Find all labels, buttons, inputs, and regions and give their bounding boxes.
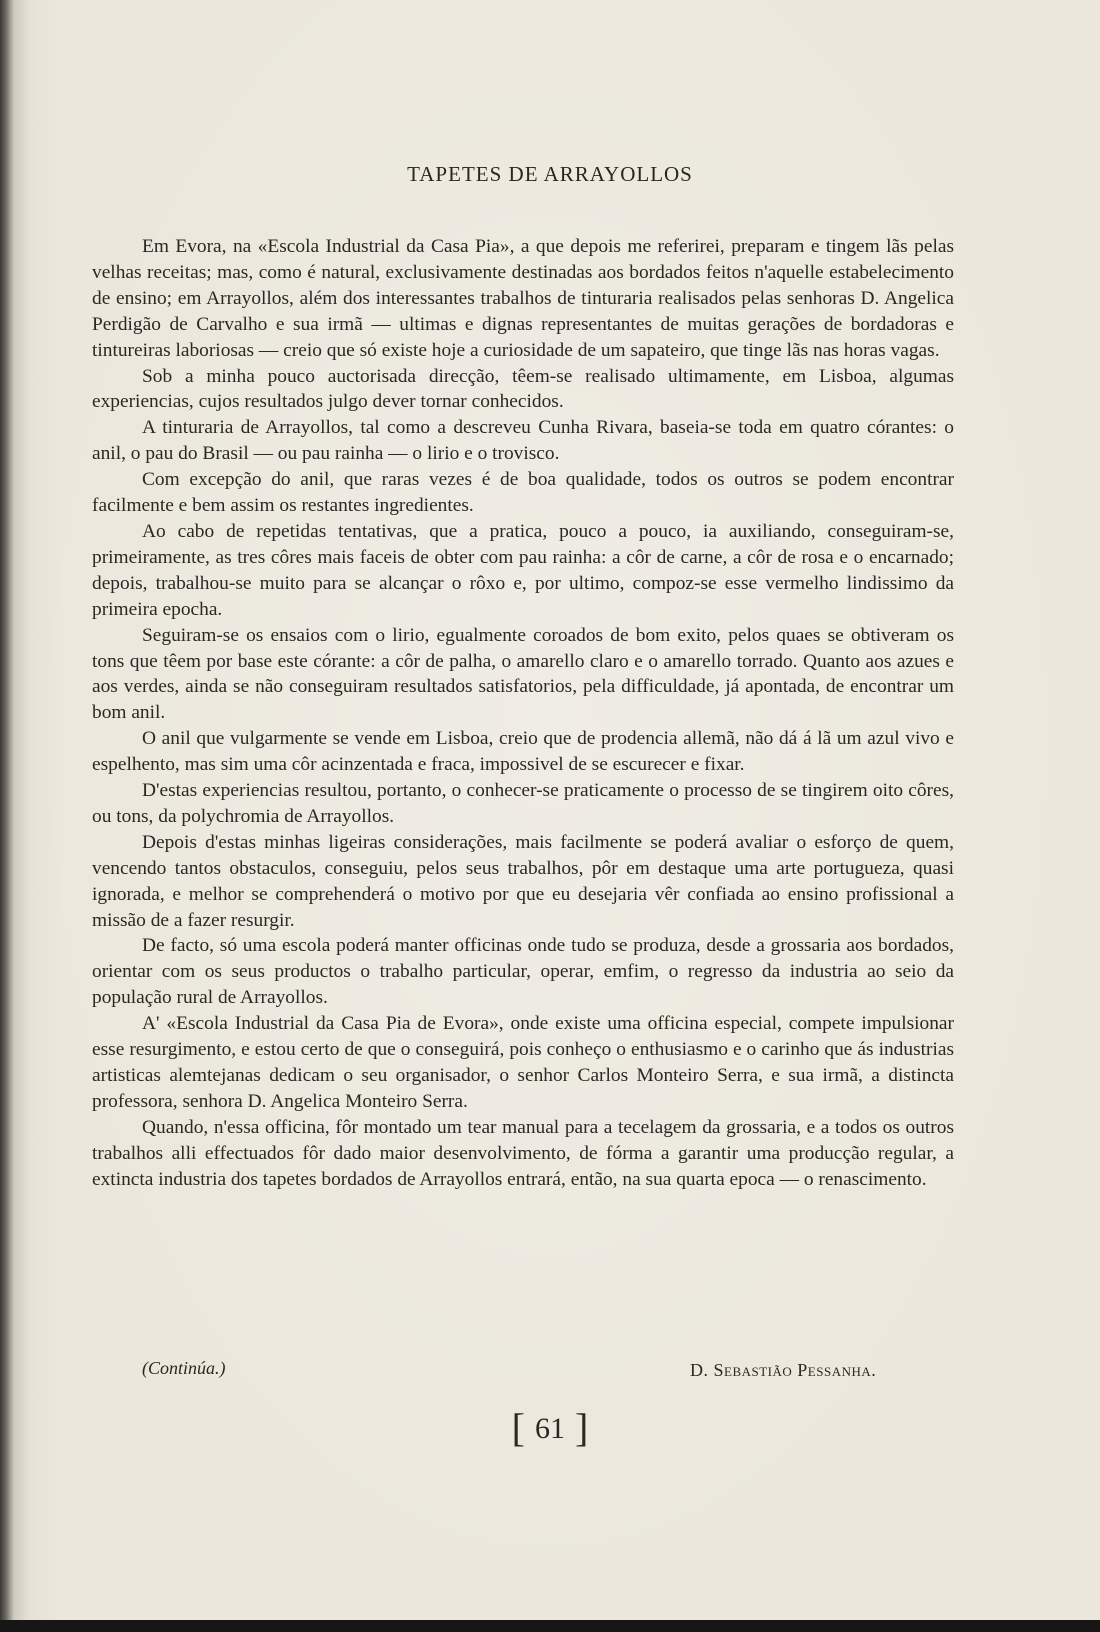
continued-note: (Continúa.) xyxy=(142,1358,226,1378)
paragraph: De facto, só uma escola poderá manter officinas onde tudo se produza, desde a grossaria aos bordados, orientar com os seus productos o trabalho particular, operar, emfim, o regresso da industria ao seio da população rural de Arrayollos. xyxy=(92,935,954,1009)
page-number-open-bracket: [ xyxy=(511,1405,525,1450)
paragraph: Quando, n'essa officina, fôr montado um tear manual para a tecelagem da grossaria, e a todos os outros trabalhos alli effectuados fôr dado maior desenvolvimento, de fórma a garantir uma producção regular, a extincta industria dos tapetes bordados de Arrayollos entrará, então, na sua quarta epoca — o renascimento. xyxy=(92,1116,954,1190)
paragraph: Seguiram-se os ensaios com o lirio, egualmente coroados de bom exito, pelos quaes se obtiveram os tons que têem por base este córante: a côr de palha, o amarello claro e o amarello torrado. Quanto aos azues e aos verdes, ainda se não conseguiram resultados satisfatorios, pela difficuldade, já apontada, de encontrar um bom anil. xyxy=(92,624,954,724)
paragraph: Em Evora, na «Escola Industrial da Casa Pia», a que depois me referirei, preparam e tingem lãs pelas velhas receitas; mas, como é natural, exclusivamente destinadas aos bordados feitos n'aquelle estabelecimento de ensino; em Arrayollos, além dos interessantes trabalhos de tinturaria realisados pelas senhoras D. Angelica Perdigão de Carvalho e sua irmã — ultimas e dignas representantes de muitas gerações de bordadoras e tintureiras laboriosas — creio que só existe hoje a curiosidade de um sapateiro, que tinge lãs nas horas vagas. xyxy=(92,236,954,361)
scan-edge xyxy=(0,1620,1100,1632)
paragraph: Com excepção do anil, que raras vezes é de boa qualidade, todos os outros se podem encontrar facilmente e bem assim os restantes ingredientes. xyxy=(92,469,954,517)
page-number-value: 61 xyxy=(535,1412,565,1445)
paragraph: Depois d'estas minhas ligeiras considerações, mais facilmente se poderá avaliar o esforço de quem, vencendo tantos obstaculos, conseguiu, pelos seus trabalhos, pôr em destaque uma arte portugueza, quasi ignorada, e melhor se comprehenderá o motivo por que eu desejaria vêr confiada ao ensino profissional a missão de a fazer resurgir. xyxy=(92,831,954,931)
paragraph: Ao cabo de repetidas tentativas, que a pratica, pouco a pouco, ia auxiliando, conseguiram-se, primeiramente, as tres côres mais faceis de obter com pau rainha: a côr de carne, a côr de rosa e o encarnado; depois, trabalhou-se muito para se alcançar o rôxo e, por ultimo, compoz-se esse vermelho lindissimo da primeira epocha. xyxy=(92,520,954,620)
paragraph: D'estas experiencias resultou, portanto, o conhecer-se praticamente o processo de se tingirem oito côres, ou tons, da polychromia de Arrayollos. xyxy=(92,780,954,827)
article-body xyxy=(92,234,954,1193)
page-number xyxy=(0,1404,1100,1451)
paragraph: O anil que vulgarmente se vende em Lisboa, creio que de prodencia allemã, não dá á lã um azul vivo e espelhento, mas sim uma côr acinzentada e fraca, impossivel de se escurecer e fixar. xyxy=(92,728,954,776)
paragraph: A' «Escola Industrial da Casa Pia de Evora», onde existe uma officina especial, compete impulsionar esse resurgimento, e estou certo de que o conseguirá, pois conheço o enthusiasmo e o carinho que ás industrias artisticas alemtejanas dedicam o seu organisador, o senhor Carlos Monteiro Serra, e sua irmã, a distincta professora, senhora D. Angelica Monteiro Serra. xyxy=(92,1013,954,1112)
paragraph: A tinturaria de Arrayollos, tal como a descreveu Cunha Rivara, baseia-se toda em quatro córantes: o anil, o pau do Brasil — ou pau rainha — o lirio e o trovisco. xyxy=(92,417,954,465)
author-signature: D. Sebastião Pessanha. xyxy=(690,1360,877,1380)
paragraph: Sob a minha pouco auctorisada direcção, têem-se realisado ultimamente, em Lisboa, algumas experiencias, cujos resultados julgo dever tornar conhecidos. xyxy=(92,365,954,413)
page-number-close-bracket: ] xyxy=(575,1405,589,1450)
article-title: TAPETES DE ARRAYOLLOS xyxy=(407,162,693,186)
